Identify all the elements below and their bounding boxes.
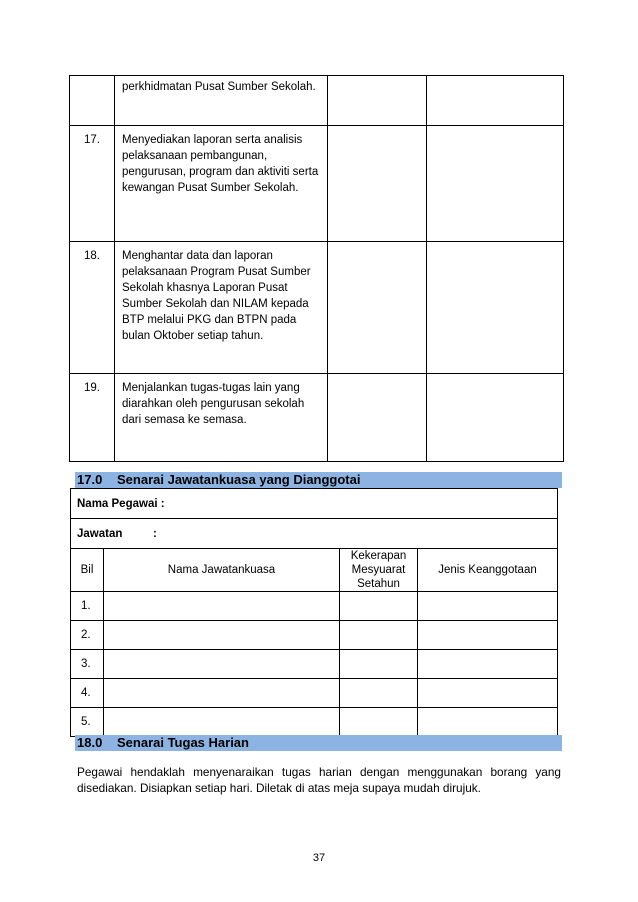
empty-cell (418, 679, 558, 708)
empty-cell (328, 76, 427, 126)
duty-description: Menghantar data dan laporan pelaksanaan Program Pusat Sumber Sekolah khasnya Laporan Pusat Sumber Sekolah dan NILAM kepada BTP melalui PKG dan BTPN pada bulan Oktober setiap tahun. (115, 242, 328, 374)
instruction-paragraph: Pegawai hendaklah menyenaraikan tugas harian dengan menggunakan borang yang disediakan. Disiapkan setiap hari. Diletak di atas meja supaya mudah dirujuk. (77, 765, 561, 795)
duty-number: 18. (70, 242, 115, 374)
empty-cell (427, 126, 564, 242)
table-row (70, 126, 564, 242)
table-row (71, 519, 558, 549)
empty-cell (328, 126, 427, 242)
header-membership: Jenis Keanggotaan (418, 549, 558, 592)
empty-cell (328, 242, 427, 374)
section-title: Senarai Tugas Harian (117, 735, 249, 750)
empty-cell (104, 592, 340, 621)
duty-number: 19. (70, 374, 115, 462)
table-header-row (71, 549, 558, 592)
section-18-heading (75, 735, 562, 751)
duty-description: Menyediakan laporan serta analisis pelaksanaan pembangunan, pengurusan, program dan aktiviti serta kewangan Pusat Sumber Sekolah. (115, 126, 328, 242)
duty-description: Menjalankan tugas-tugas lain yang diarahkan oleh pengurusan sekolah dari semasa ke semasa. (115, 374, 328, 462)
table-row (71, 489, 558, 519)
post-label: Jawatan (77, 527, 123, 540)
empty-cell (104, 679, 340, 708)
empty-cell (418, 650, 558, 679)
empty-cell (328, 374, 427, 462)
empty-cell (104, 708, 340, 737)
table-row (71, 708, 558, 737)
empty-cell (427, 76, 564, 126)
table-row (71, 621, 558, 650)
empty-cell (104, 621, 340, 650)
empty-cell (418, 621, 558, 650)
row-number: 1. (71, 592, 104, 621)
header-bil: Bil (71, 549, 104, 592)
post-colon: : (153, 527, 157, 540)
table-row (70, 242, 564, 374)
section-number: 18.0 (77, 735, 103, 750)
post-label-cell (71, 519, 558, 549)
officer-name-label: Nama Pegawai : (71, 489, 558, 519)
row-number: 4. (71, 679, 104, 708)
empty-cell (340, 592, 418, 621)
row-number: 2. (71, 621, 104, 650)
row-number: 3. (71, 650, 104, 679)
empty-cell (340, 650, 418, 679)
empty-cell (427, 242, 564, 374)
duty-number (70, 76, 115, 126)
page-number: 37 (312, 852, 326, 864)
row-number: 5. (71, 708, 104, 737)
empty-cell (340, 679, 418, 708)
duty-description: perkhidmatan Pusat Sumber Sekolah. (115, 76, 328, 126)
empty-cell (418, 592, 558, 621)
header-committee: Nama Jawatankuasa (104, 549, 340, 592)
table-row (71, 650, 558, 679)
empty-cell (427, 374, 564, 462)
table-row (71, 679, 558, 708)
empty-cell (418, 708, 558, 737)
header-frequency-line: Setahun (357, 578, 400, 590)
table-row (71, 592, 558, 621)
committee-table (70, 488, 558, 737)
section-17-heading (75, 472, 562, 488)
section-title: Senarai Jawatankuasa yang Dianggotai (117, 472, 361, 487)
table-row (70, 374, 564, 462)
duty-number: 17. (70, 126, 115, 242)
empty-cell (340, 708, 418, 737)
header-frequency (340, 549, 418, 592)
table-row (70, 76, 564, 126)
empty-cell (340, 621, 418, 650)
header-frequency-line: Kekerapan (350, 550, 407, 562)
duties-table (69, 75, 564, 462)
header-frequency-line: Mesyuarat (351, 564, 406, 576)
section-number: 17.0 (77, 472, 103, 487)
empty-cell (104, 650, 340, 679)
